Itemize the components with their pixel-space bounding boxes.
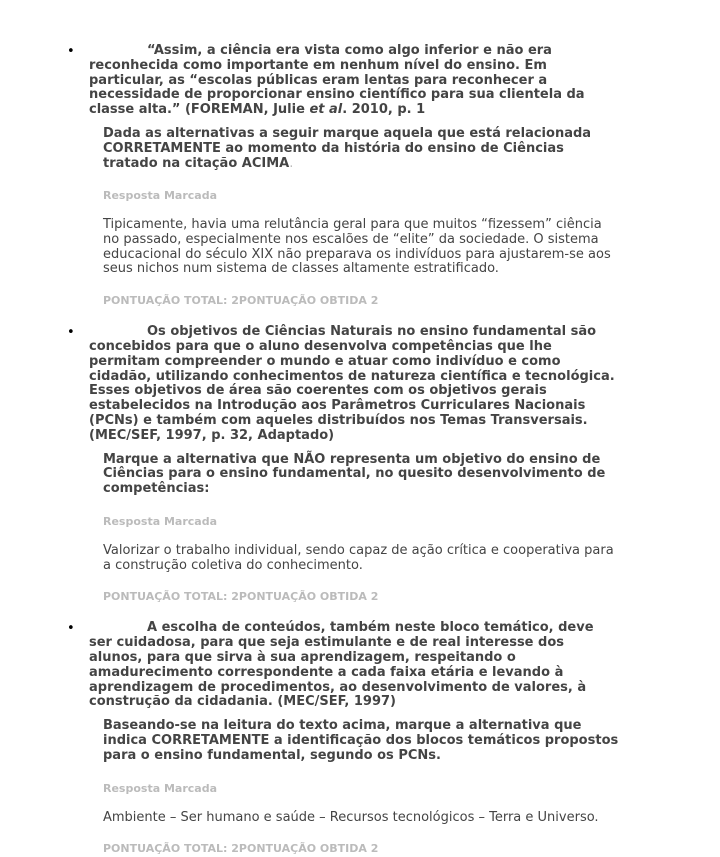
selected-answer: Valorizar o trabalho individual, sendo capaz de ação crítica e cooperativa para a construção coletiva do conhecimento. xyxy=(103,542,614,573)
selected-answer: Ambiente – Ser humano e saúde – Recursos tecnológicos – Terra e Universo. xyxy=(103,809,599,825)
stem-text: “Assim, a ciência era vista como algo inferior e não era reconhecida como importante em nenhum nível do ensino. Em particular, as “escolas públicas eram lentas para reconhecer a necessidade de proporcionar ensino científico para sua clientela da classe alta.” (FOREMAN, Julie xyxy=(89,43,585,118)
question-prompt xyxy=(103,127,621,171)
selected-answer: Tipicamente, havia uma relutância geral para que muitos “fizessem” ciência no passado, especialmente nos escalões de “elite” da sociedade. O sistema educacional do século XIX não preparava os indivíduos para ajustarem-se aos seus nichos num sistema de classes altamente estratificado. xyxy=(103,217,611,277)
score: PONTUAÇÃO TOTAL: 2PONTUAÇÃO OBTIDA 2 xyxy=(103,294,379,308)
prompt-end: . xyxy=(289,155,294,171)
question-item xyxy=(67,324,621,604)
question-prompt: Baseando-se na leitura do texto acima, marque a alternativa que indica CORRETAMENTE a identificação dos blocos temáticos propostos para o ensino fundamental, segundo os PCNs. xyxy=(103,718,619,763)
question-item xyxy=(67,620,621,856)
bullet-icon: • xyxy=(67,44,75,59)
bullet-icon: • xyxy=(67,621,75,637)
answer-label: Resposta Marcada xyxy=(103,781,218,795)
bullet-icon: • xyxy=(67,325,75,341)
stem-italic: et al xyxy=(309,102,343,118)
score: PONTUAÇÃO TOTAL: 2PONTUAÇÃO OBTIDA 2 xyxy=(103,842,379,856)
score: PONTUAÇÃO TOTAL: 2PONTUAÇÃO OBTIDA 2 xyxy=(103,590,379,604)
question-stem xyxy=(89,44,621,118)
prompt-text: Dada as alternativas a seguir marque aquela que está relacionada CORRETAMENTE ao momento da história do ensino de Ciências tratado na citação ACIMA xyxy=(103,125,592,171)
question-stem: Os objetivos de Ciências Naturais no ensino fundamental são concebidos para que o aluno desenvolva competências que lhe permitam compreender o mundo e atuar como indivíduo e como cidadão, utilizando conhecimentos de natureza científica e tecnológica. Esses objetivos de área são coerentes com os objetivos gerais estabelecidos na Introdução aos Parâmetros Curriculares Nacionais (PCNs) e também com aqueles distribuídos nos Temas Transversais. (MEC/SEF, 1997, p. 32, Adaptado) xyxy=(89,324,615,443)
answer-label: Resposta Marcada xyxy=(103,189,218,203)
stem-text-end: . 2010, p. 1 xyxy=(342,102,426,118)
question-stem: A escolha de conteúdos, também neste bloco temático, deve ser cuidadosa, para que seja estimulante e de real interesse dos alunos, para que sirva à sua aprendizagem, respeitando o amadurecimento correspondente a cada faixa etária e levando à aprendizagem de procedimentos, ao desenvolvimento de valores, à construção da cidadania. (MEC/SEF, 1997) xyxy=(89,620,594,710)
question-prompt: Marque a alternativa que NÃO representa um objetivo do ensino de Ciências para o ensino fundamental, no quesito desenvolvimento de competências: xyxy=(103,451,606,497)
answer-label: Resposta Marcada xyxy=(103,514,218,528)
question-item xyxy=(67,43,621,308)
